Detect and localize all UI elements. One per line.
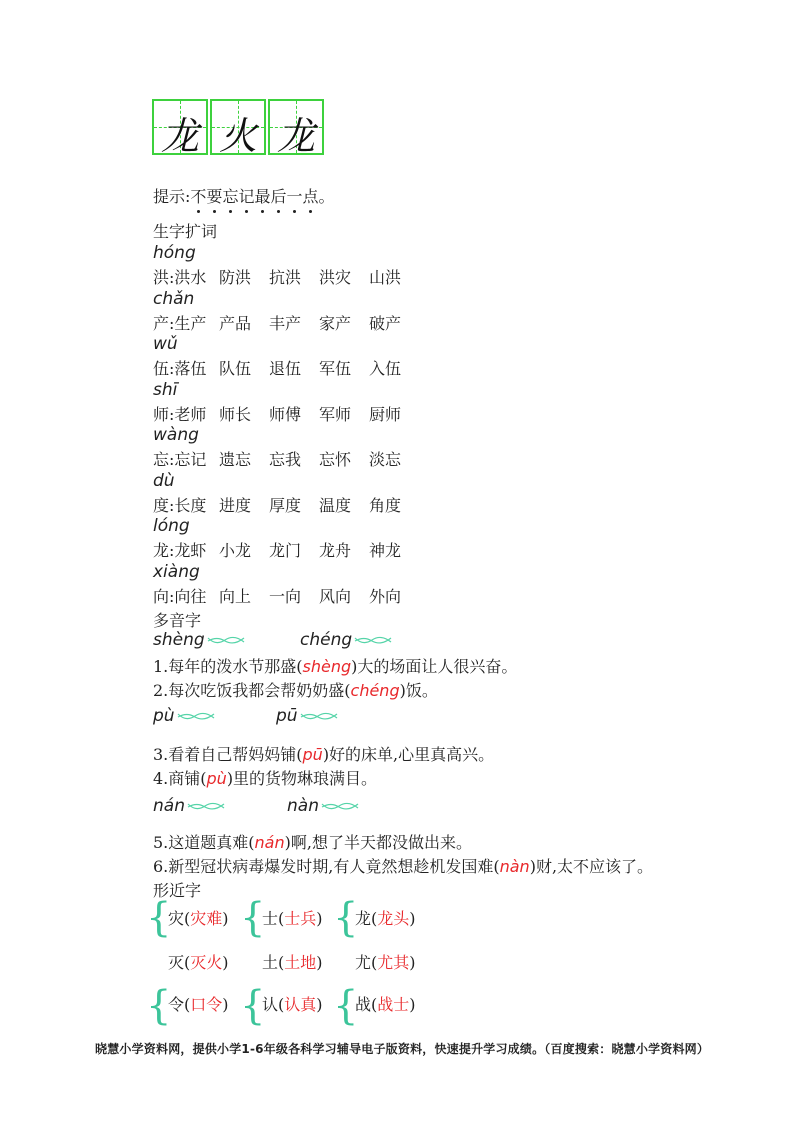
similar-item bbox=[355, 992, 416, 1015]
word-row bbox=[153, 538, 419, 561]
answer-pinyin: pū bbox=[302, 745, 323, 764]
colon: : bbox=[169, 495, 175, 515]
brace-icon: { bbox=[240, 983, 266, 1029]
similar-word: 尤其 bbox=[377, 953, 410, 972]
pinyin-pair bbox=[276, 706, 338, 726]
section-similar-title: 形近字 bbox=[153, 881, 202, 900]
word: 抗洪 bbox=[269, 268, 302, 287]
pinyin-b: pū bbox=[276, 706, 298, 726]
wavy-line-icon bbox=[321, 800, 359, 812]
word-row-head bbox=[153, 584, 219, 607]
hint-dotted bbox=[190, 187, 318, 206]
row-char: 产 bbox=[153, 313, 170, 333]
word: 军师 bbox=[319, 404, 352, 424]
answer-pinyin: pù bbox=[206, 769, 227, 788]
word-row bbox=[153, 356, 419, 379]
sentence-pre: 每年的泼水节那盛( bbox=[168, 657, 303, 676]
paren: ) bbox=[222, 909, 229, 928]
pinyin-pair bbox=[153, 630, 245, 650]
word: 龙虾 bbox=[174, 541, 207, 560]
answer-pinyin: nán bbox=[254, 833, 285, 852]
colon: : bbox=[169, 359, 175, 378]
wavy-line-icon bbox=[300, 710, 338, 722]
word: 入伍 bbox=[369, 359, 402, 378]
brace-icon: { bbox=[333, 895, 359, 941]
word-row bbox=[153, 447, 419, 470]
pinyin-pair bbox=[300, 630, 392, 650]
word: 小龙 bbox=[219, 541, 252, 560]
colon: : bbox=[169, 404, 175, 424]
paren: ( bbox=[278, 953, 285, 972]
similar-char: 灭 bbox=[168, 953, 185, 972]
word: 忘我 bbox=[269, 450, 302, 469]
example-sentence bbox=[153, 654, 517, 677]
pinyin-a: shèng bbox=[153, 630, 205, 650]
sentence-num: 4. bbox=[153, 769, 169, 788]
word: 风向 bbox=[319, 586, 352, 606]
paren: ) bbox=[222, 953, 229, 972]
sentence-pre: 每次吃饭我都会帮奶奶盛( bbox=[168, 681, 351, 700]
word: 进度 bbox=[219, 495, 252, 515]
word: 厨师 bbox=[369, 404, 402, 424]
colon: : bbox=[169, 541, 175, 560]
hint-dotted-char: 记 bbox=[238, 184, 254, 207]
word: 退伍 bbox=[269, 359, 302, 378]
row-char: 师 bbox=[153, 404, 170, 424]
grid-cell bbox=[210, 99, 266, 158]
word: 丰产 bbox=[269, 313, 302, 333]
paren: ( bbox=[278, 995, 285, 1014]
colon: : bbox=[169, 450, 175, 469]
word: 遗忘 bbox=[219, 450, 252, 469]
grid-char: 龙 bbox=[160, 114, 199, 158]
wavy-line-icon bbox=[187, 800, 225, 812]
pinyin-label: hóng bbox=[153, 243, 196, 263]
word: 一向 bbox=[269, 586, 302, 606]
pinyin-label: xiàng bbox=[153, 561, 200, 582]
grid-cell bbox=[268, 99, 324, 158]
paren: ) bbox=[316, 909, 323, 928]
brace-icon: { bbox=[240, 895, 266, 941]
example-sentence bbox=[153, 766, 377, 789]
word: 老师 bbox=[174, 404, 207, 424]
example-sentence bbox=[153, 830, 472, 853]
word-row bbox=[153, 584, 419, 607]
word: 向往 bbox=[174, 586, 207, 606]
sentence-post: )财,太不应该了。 bbox=[529, 857, 654, 876]
sentence-num: 3. bbox=[153, 745, 169, 764]
paren: ) bbox=[409, 953, 416, 972]
word: 长度 bbox=[174, 495, 207, 515]
paren: ( bbox=[371, 995, 378, 1014]
example-sentence bbox=[153, 678, 438, 701]
word: 生产 bbox=[174, 313, 207, 333]
similar-word: 灾难 bbox=[190, 909, 223, 928]
similar-char: 土 bbox=[262, 953, 279, 972]
colon: : bbox=[169, 313, 175, 333]
similar-word: 龙头 bbox=[377, 909, 410, 928]
word: 向上 bbox=[219, 586, 252, 606]
pinyin-label: lóng bbox=[153, 516, 190, 536]
answer-pinyin: nàn bbox=[499, 857, 530, 876]
similar-char: 令 bbox=[168, 995, 185, 1014]
paren: ( bbox=[371, 953, 378, 972]
word-row-head bbox=[153, 265, 219, 288]
wavy-line-icon bbox=[177, 710, 215, 722]
word: 产品 bbox=[219, 313, 252, 333]
word: 洪水 bbox=[174, 268, 207, 287]
pinyin-a: nán bbox=[153, 796, 185, 816]
wavy-line-icon bbox=[207, 634, 245, 646]
word: 队伍 bbox=[219, 359, 252, 378]
word-row bbox=[153, 311, 419, 334]
paren: ( bbox=[371, 909, 378, 928]
colon: : bbox=[169, 268, 175, 287]
word-row-head bbox=[153, 447, 219, 470]
paren: ) bbox=[316, 995, 323, 1014]
word: 外向 bbox=[369, 586, 402, 606]
similar-item bbox=[355, 906, 416, 929]
pinyin-pair bbox=[287, 796, 359, 816]
answer-pinyin: chéng bbox=[350, 681, 400, 700]
hint-dotted-char: 要 bbox=[206, 184, 222, 207]
paren: ( bbox=[184, 953, 191, 972]
pinyin-pair bbox=[153, 796, 225, 816]
pinyin-label: dù bbox=[153, 470, 175, 491]
similar-item bbox=[168, 992, 229, 1015]
grid-cell bbox=[152, 99, 208, 158]
similar-item bbox=[262, 950, 323, 973]
sentence-pre: 新型冠状病毒爆发时期,有人竟然想趁机发国难( bbox=[168, 857, 500, 876]
sentence-post: )啊,想了半天都没做出来。 bbox=[284, 833, 472, 852]
row-char: 向 bbox=[153, 586, 170, 606]
row-char: 龙 bbox=[153, 541, 170, 560]
word: 师长 bbox=[219, 404, 252, 424]
wavy-line-icon bbox=[354, 634, 392, 646]
word: 龙门 bbox=[269, 541, 302, 560]
brace-icon: { bbox=[333, 983, 359, 1029]
hint-dotted-char: 不 bbox=[190, 184, 206, 207]
word: 洪灾 bbox=[319, 268, 352, 287]
sentence-num: 2. bbox=[153, 681, 169, 700]
similar-word: 战士 bbox=[377, 995, 410, 1014]
similar-item bbox=[262, 992, 323, 1015]
row-char: 洪 bbox=[153, 268, 170, 287]
word: 忘记 bbox=[174, 450, 207, 469]
pinyin-label: wàng bbox=[153, 425, 199, 445]
similar-char: 尤 bbox=[355, 953, 372, 972]
similar-char: 灾 bbox=[168, 909, 185, 928]
paren: ) bbox=[222, 995, 229, 1014]
word: 厚度 bbox=[269, 495, 302, 515]
similar-word: 灭火 bbox=[190, 953, 223, 972]
sentence-post: )好的床单,心里真高兴。 bbox=[322, 745, 495, 764]
sentence-pre: 看着自己帮妈妈铺( bbox=[168, 745, 303, 764]
sentence-num: 6. bbox=[153, 857, 169, 876]
hint-text: 提示:不要忘记最后一点。 bbox=[153, 184, 335, 207]
paren: ( bbox=[184, 995, 191, 1014]
word: 防洪 bbox=[219, 268, 252, 287]
similar-char: 认 bbox=[262, 995, 279, 1014]
colon: : bbox=[169, 586, 175, 606]
sentence-num: 5. bbox=[153, 833, 169, 852]
sentence-pre: 这道题真难( bbox=[168, 833, 255, 852]
word-row-head bbox=[153, 356, 219, 379]
sentence-post: )里的货物琳琅满目。 bbox=[226, 769, 378, 788]
similar-word: 士兵 bbox=[284, 909, 317, 928]
similar-char: 士 bbox=[262, 909, 279, 928]
similar-item bbox=[168, 906, 229, 929]
sentence-post: )大的场面让人很兴奋。 bbox=[351, 657, 518, 676]
pinyin-a: pù bbox=[153, 706, 175, 726]
similar-word: 土地 bbox=[284, 953, 317, 972]
paren: ) bbox=[409, 995, 416, 1014]
grid-char: 龙 bbox=[276, 114, 315, 158]
word-row-head bbox=[153, 493, 219, 516]
word-row-head bbox=[153, 402, 219, 425]
writing-grid bbox=[152, 99, 326, 158]
word-row-head bbox=[153, 538, 219, 561]
pinyin-label: shī bbox=[153, 379, 178, 400]
row-char: 忘 bbox=[153, 450, 170, 469]
paren: ) bbox=[316, 953, 323, 972]
paren: ) bbox=[409, 909, 416, 928]
word-row-head bbox=[153, 311, 219, 334]
word: 军伍 bbox=[319, 359, 352, 378]
footer-text: 晓慧小学资料网，提供小学1-6年级各科学习辅导电子版资料，快速提升学习成绩。（百度搜索：晓慧小学资料网） bbox=[95, 1042, 710, 1056]
similar-char: 战 bbox=[355, 995, 372, 1014]
hint-dotted-char: 后 bbox=[270, 184, 286, 207]
example-sentence bbox=[153, 854, 653, 877]
sentence-num: 1. bbox=[153, 657, 169, 676]
sentence-pre: 商铺( bbox=[168, 769, 207, 788]
word: 落伍 bbox=[174, 359, 207, 378]
brace-icon: { bbox=[146, 895, 172, 941]
pinyin-pair bbox=[153, 706, 215, 726]
paren: ( bbox=[184, 909, 191, 928]
similar-char: 龙 bbox=[355, 909, 372, 928]
word-row bbox=[153, 493, 419, 516]
hint-dotted-char: 最 bbox=[254, 184, 270, 207]
similar-word: 认真 bbox=[284, 995, 317, 1014]
word: 山洪 bbox=[369, 268, 402, 287]
word: 角度 bbox=[369, 495, 402, 515]
brace-icon: { bbox=[146, 983, 172, 1029]
word: 神龙 bbox=[369, 541, 402, 560]
grid-char: 火 bbox=[218, 114, 257, 158]
section-polyphonic-title: 多音字 bbox=[153, 611, 202, 630]
sentence-post: )饭。 bbox=[399, 681, 438, 700]
row-char: 伍 bbox=[153, 359, 170, 378]
word: 温度 bbox=[319, 495, 352, 515]
word-row bbox=[153, 402, 419, 425]
paren: ( bbox=[278, 909, 285, 928]
pinyin-b: nàn bbox=[287, 796, 319, 816]
pinyin-label: wǔ bbox=[153, 334, 178, 354]
similar-item bbox=[355, 950, 416, 973]
word: 家产 bbox=[319, 313, 352, 333]
hint-dotted-char: 忘 bbox=[222, 184, 238, 207]
similar-item bbox=[168, 950, 229, 973]
word-row bbox=[153, 265, 419, 288]
word: 忘怀 bbox=[319, 450, 352, 469]
word: 龙舟 bbox=[319, 541, 352, 560]
word: 淡忘 bbox=[369, 450, 402, 469]
pinyin-label: chǎn bbox=[153, 288, 195, 309]
section-expand-title: 生字扩词 bbox=[153, 222, 218, 241]
answer-pinyin: shèng bbox=[302, 657, 352, 676]
similar-word: 口令 bbox=[190, 995, 223, 1014]
example-sentence bbox=[153, 742, 494, 765]
similar-item bbox=[262, 906, 323, 929]
pinyin-b: chéng bbox=[300, 630, 353, 650]
row-char: 度 bbox=[153, 495, 170, 515]
word: 师傅 bbox=[269, 404, 302, 424]
hint-dotted-char: 一 bbox=[287, 184, 303, 207]
word: 破产 bbox=[369, 313, 402, 333]
hint-dotted-char: 点 bbox=[303, 184, 319, 207]
